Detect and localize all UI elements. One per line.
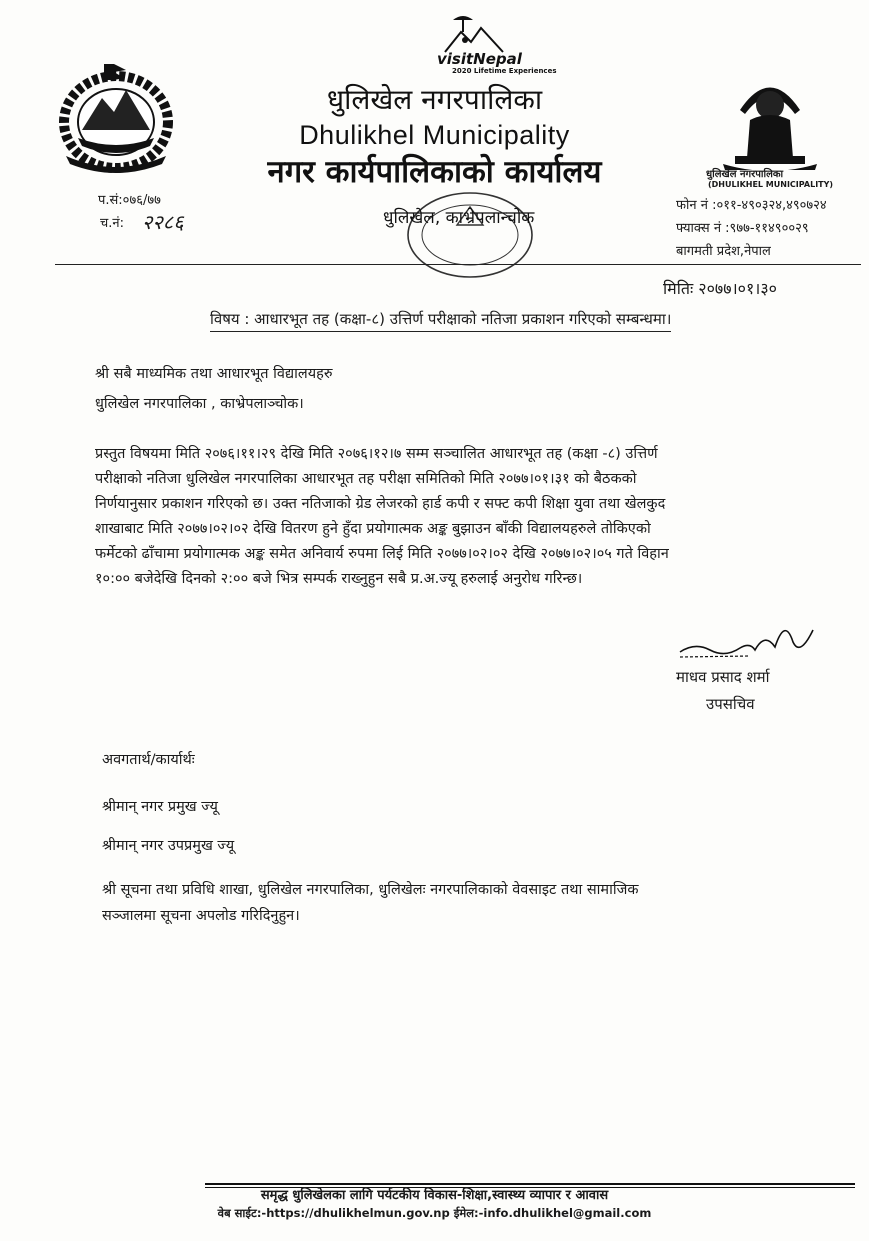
visit-nepal-text: visitNepal <box>437 50 522 68</box>
office-title: नगर कार्यपालिकाको कार्यालय <box>267 154 602 190</box>
body-line-5: फर्मेटको ढाँचामा प्रयोगात्मक अङ्क समेत अनिवार्य रुपमा लिई मिति २०७७।०२।०२ देखि २०७७।०२।०५ गते विहान <box>95 546 669 562</box>
office-stamp <box>395 185 545 290</box>
right-logo-english: (DHULIKHEL MUNICIPALITY) <box>708 180 834 189</box>
province-address: बागमती प्रदेश,नेपाल <box>676 244 771 259</box>
signatory-title: उपसचिव <box>706 695 755 713</box>
footer-contact: वेब साईट:-https://dhulikhelmun.gov.np ईमेल:-info.dhulikhel@gmail.com <box>217 1206 652 1220</box>
body-line-4: शाखाबाट मिति २०७७।०२।०२ देखि वितरण हुने हुँदा प्रयोगात्मक अङ्क बुझाउन बाँकी विद्यालयहरुले तोकिएको <box>95 521 651 537</box>
dhulikhel-municipality-logo <box>715 70 825 170</box>
dispatch-label: च.नं: <box>100 216 124 231</box>
letter-subject: विषय : आधारभूत तह (कक्षा-८) उत्तिर्ण परीक्षाको नतिजा प्रकाशन गरिएको सम्बन्धमा। <box>210 309 671 332</box>
signatory-name: माधव प्रसाद शर्मा <box>676 668 770 686</box>
cc-heading: अवगतार्थ/कार्यार्थः <box>102 752 195 768</box>
recipient-line-2: धुलिखेल नगरपालिका , काभ्रेपलाञ्चोक। <box>95 396 304 412</box>
right-logo-label: धुलिखेल नगरपालिका <box>706 169 784 180</box>
handwritten-signature <box>675 612 820 667</box>
municipality-name-nepali: धुलिखेल नगरपालिका <box>326 83 543 116</box>
cc-item-deputy-mayor: श्रीमान् नगर उपप्रमुख ज्यू <box>102 838 235 854</box>
cc-it-line-1: श्री सूचना तथा प्रविधि शाखा, धुलिखेल नगरपालिका, धुलिखेलः नगरपालिकाको वेवसाइट तथा सामाजिक <box>102 882 639 898</box>
municipality-name-english: Dhulikhel Municipality <box>299 120 570 150</box>
footer-slogan: समृद्ध धुलिखेलका लागि पर्यटकीय विकास-शिक्षा,स्वास्थ्य व्यापार र आवास <box>260 1188 609 1203</box>
cc-it-line-2: सञ्जालमा सूचना अपलोड गरिदिनुहुन। <box>102 908 300 924</box>
visit-nepal-subtext: 2020 Lifetime Experiences <box>452 67 557 75</box>
body-line-2: परीक्षाको नतिजा धुलिखेल नगरपालिका आधारभूत तह परीक्षा समितिको मिति २०७७।०१।३१ को बैठकको <box>95 471 637 487</box>
header-divider <box>55 264 861 265</box>
letter-date: मितिः २०७७।०१।३० <box>663 279 777 298</box>
body-line-3: निर्णयानुसार प्रकाशन गरिएको छ। उक्त नतिजाको ग्रेड लेजरको हार्ड कपी र सफ्ट कपी शिक्षा युवा तथा खेलकुद <box>95 496 666 512</box>
office-address: धुलिखेल, काभ्रेपलान्चोक <box>383 208 535 228</box>
dispatch-number: २२८६ <box>142 210 184 234</box>
body-line-1: प्रस्तुत विषयमा मिति २०७६।११।२९ देखि मिति २०७६।१२।७ सम्म सञ्चालित आधारभूत तह (कक्षा -८) उत्तिर्ण <box>95 446 658 462</box>
fax-number: फ्याक्स नं :९७७-११४९००२९ <box>676 221 809 236</box>
recipient-line-1: श्री सबै माध्यमिक तथा आधारभूत विद्यालयहरु <box>95 366 333 382</box>
phone-number: फोन नं :०११-४९०३२४,४९०७२४ <box>676 198 827 213</box>
cc-item-mayor: श्रीमान् नगर प्रमुख ज्यू <box>102 799 218 815</box>
fiscal-year: प.सं:०७६/७७ <box>98 193 161 208</box>
body-line-6: १०:०० बजेदेखि दिनको २:०० बजे भित्र सम्पर्क राख्नुहुन सबै प्र.अ.ज्यू हरुलाई अनुरोध गरिन्छ। <box>95 571 583 587</box>
